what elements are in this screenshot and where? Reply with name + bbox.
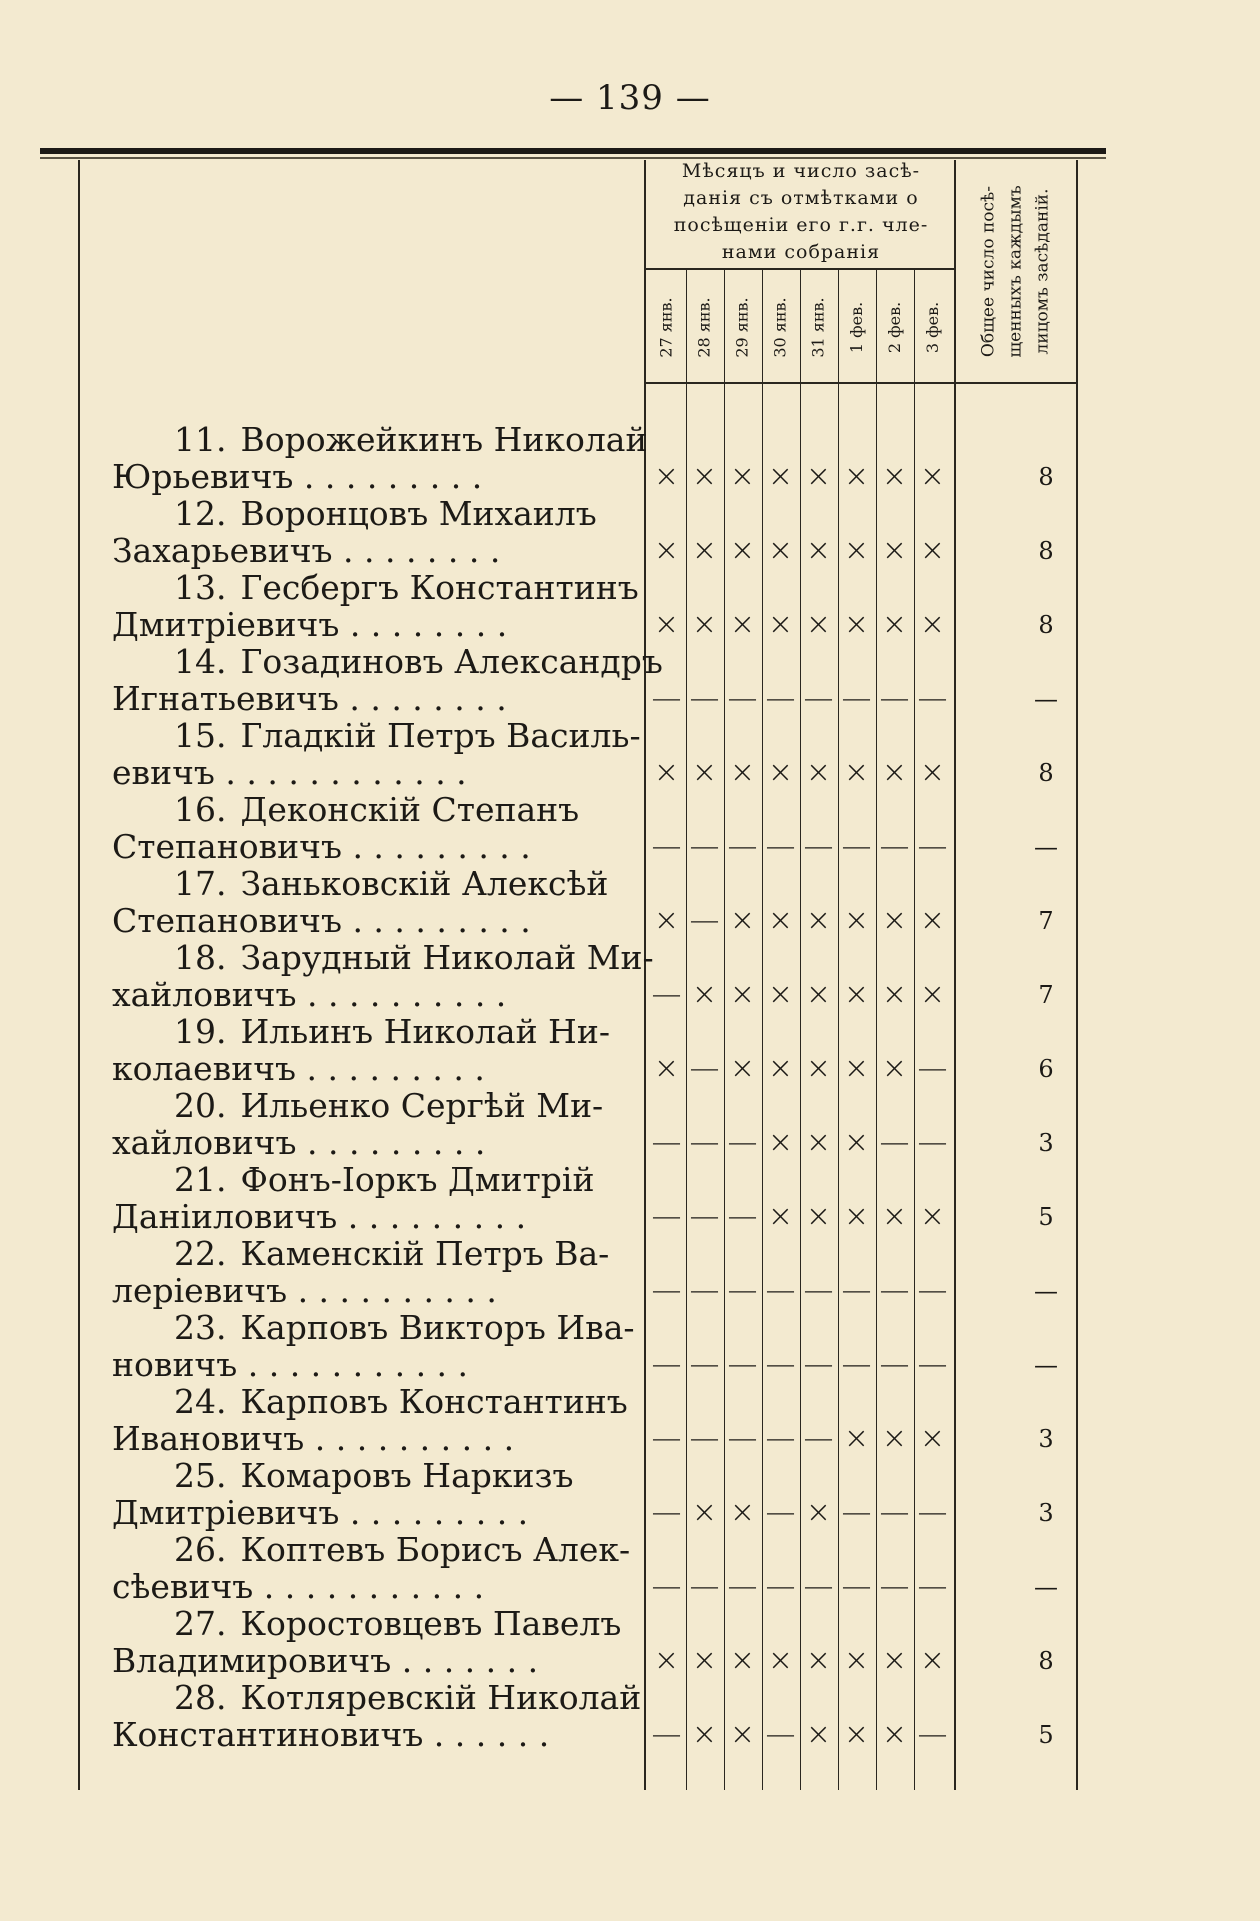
attendance-mark: × — [767, 977, 794, 1012]
attendance-mark: × — [919, 977, 946, 1012]
date-header — [800, 272, 837, 382]
attendance-mark: × — [843, 1125, 870, 1160]
attendance-mark: × — [881, 1421, 908, 1456]
entry-name-continuation: Дмитріевичъ . . . . . . . . — [112, 605, 508, 644]
attendance-mark: × — [729, 1643, 756, 1678]
attendance-mark: — — [727, 1569, 758, 1604]
attendance-mark: — — [841, 1347, 872, 1382]
entry-number: 27. — [174, 1604, 227, 1643]
attendance-mark: — — [803, 829, 834, 864]
attendance-mark: — — [689, 903, 720, 938]
attendance-mark: × — [653, 607, 680, 642]
entry-name: Фонъ-Іоркъ Дмитрій — [240, 1160, 595, 1199]
attendance-total: — — [1034, 685, 1058, 713]
date-header — [914, 272, 951, 382]
attendance-mark: — — [727, 1199, 758, 1234]
month-header-line: посѣщеніи его г.г. чле- — [673, 214, 929, 236]
attendance-mark: × — [729, 459, 756, 494]
attendance-mark: × — [691, 459, 718, 494]
attendance-mark: × — [767, 1643, 794, 1678]
entry-name: Коростовцевъ Павелъ — [240, 1604, 622, 1643]
attendance-mark: × — [881, 903, 908, 938]
attendance-mark: — — [879, 1347, 910, 1382]
attendance-mark: — — [689, 1125, 720, 1160]
attendance-mark: × — [729, 903, 756, 938]
attendance-mark: — — [651, 1717, 682, 1752]
attendance-mark: × — [881, 1643, 908, 1678]
attendance-mark: — — [841, 1569, 872, 1604]
date-header — [876, 272, 913, 382]
attendance-mark: — — [841, 681, 872, 716]
attendance-mark: × — [653, 1051, 680, 1086]
entry-number: 11. — [174, 420, 227, 459]
attendance-mark: × — [919, 903, 946, 938]
attendance-mark: × — [805, 977, 832, 1012]
attendance-total: 8 — [1038, 1647, 1054, 1675]
entry-name-continuation: хайловичъ . . . . . . . . . . — [112, 975, 507, 1014]
attendance-mark: × — [919, 755, 946, 790]
attendance-mark: — — [651, 1273, 682, 1308]
entry-number: 14. — [174, 642, 227, 681]
attendance-mark: — — [765, 1569, 796, 1604]
entry-number: 19. — [174, 1012, 227, 1051]
attendance-total: 8 — [1038, 463, 1054, 491]
attendance-mark: × — [881, 1199, 908, 1234]
attendance-mark: × — [843, 1199, 870, 1234]
entry-name-line — [112, 864, 624, 904]
entry-name: Зарудный Николай Ми- — [240, 938, 654, 977]
entry-name-line — [112, 568, 639, 608]
attendance-mark: — — [689, 1421, 720, 1456]
attendance-mark: — — [765, 1347, 796, 1382]
entry-name-line — [112, 938, 654, 978]
attendance-mark: — — [803, 1273, 834, 1308]
attendance-mark: × — [691, 1643, 718, 1678]
entry-number: 25. — [174, 1456, 227, 1495]
attendance-mark: × — [653, 903, 680, 938]
attendance-mark: × — [805, 1125, 832, 1160]
entry-name: Деконскій Степанъ — [240, 790, 580, 829]
entry-name-line — [112, 1530, 631, 1570]
attendance-mark: — — [727, 829, 758, 864]
attendance-mark: × — [653, 533, 680, 568]
date-header — [724, 272, 761, 382]
attendance-mark: — — [651, 1199, 682, 1234]
entry-name-continuation: Дмитріевичъ . . . . . . . . . — [112, 1493, 529, 1532]
attendance-mark: × — [805, 1495, 832, 1530]
attendance-mark: — — [765, 1717, 796, 1752]
attendance-mark: × — [691, 1495, 718, 1530]
attendance-mark: — — [841, 1495, 872, 1530]
attendance-mark: — — [917, 1717, 948, 1752]
attendance-mark: × — [881, 459, 908, 494]
date-header — [838, 272, 875, 382]
date-header — [762, 272, 799, 382]
attendance-mark: × — [843, 755, 870, 790]
attendance-mark: × — [805, 459, 832, 494]
entry-name-continuation: Степановичъ . . . . . . . . . — [112, 901, 531, 940]
attendance-mark: × — [729, 755, 756, 790]
attendance-mark: × — [767, 459, 794, 494]
attendance-mark: — — [917, 1569, 948, 1604]
attendance-mark: × — [729, 1051, 756, 1086]
left-border — [78, 160, 80, 1790]
attendance-total: 3 — [1038, 1425, 1054, 1453]
entry-name-continuation: евичъ . . . . . . . . . . . . — [112, 753, 467, 792]
attendance-mark: × — [881, 1051, 908, 1086]
date-header-label: 2 фев. — [885, 301, 905, 353]
date-column-separator — [724, 270, 725, 1790]
attendance-mark: — — [803, 1569, 834, 1604]
attendance-mark: — — [879, 1569, 910, 1604]
entry-name-line — [112, 1160, 624, 1200]
date-column-separator — [914, 270, 915, 1790]
attendance-mark: × — [691, 755, 718, 790]
attendance-mark: — — [765, 1495, 796, 1530]
attendance-mark: × — [767, 1051, 794, 1086]
date-column-separator — [686, 270, 687, 1790]
date-header-label: 1 фев. — [847, 301, 867, 353]
attendance-mark: × — [767, 1199, 794, 1234]
entry-name-continuation: Юрьевичъ . . . . . . . . . — [112, 457, 483, 496]
attendance-mark: — — [917, 1273, 948, 1308]
attendance-mark: × — [805, 1717, 832, 1752]
entry-name-line — [112, 1604, 624, 1644]
entry-number: 24. — [174, 1382, 227, 1421]
attendance-mark: — — [917, 1495, 948, 1530]
attendance-mark: — — [765, 829, 796, 864]
attendance-mark: — — [689, 1569, 720, 1604]
attendance-mark: × — [881, 533, 908, 568]
entry-name: Комаровъ Наркизъ — [240, 1456, 574, 1495]
attendance-mark: × — [843, 1643, 870, 1678]
attendance-mark: × — [729, 533, 756, 568]
attendance-total: 8 — [1038, 611, 1054, 639]
entry-name-line — [112, 790, 624, 830]
date-header-label: 28 янв. — [695, 296, 715, 358]
attendance-mark: × — [691, 1717, 718, 1752]
entry-number: 23. — [174, 1308, 227, 1347]
attendance-mark: — — [765, 1273, 796, 1308]
attendance-mark: — — [689, 1199, 720, 1234]
attendance-mark: — — [727, 1273, 758, 1308]
entry-number: 18. — [174, 938, 227, 977]
attendance-mark: × — [919, 1199, 946, 1234]
entry-number: 22. — [174, 1234, 227, 1273]
attendance-mark: — — [651, 1125, 682, 1160]
entry-name-continuation: новичъ . . . . . . . . . . . — [112, 1345, 469, 1384]
attendance-mark: — — [651, 681, 682, 716]
attendance-mark: × — [919, 459, 946, 494]
entry-name-continuation: колаевичъ . . . . . . . . . — [112, 1049, 485, 1088]
attendance-mark: — — [651, 977, 682, 1012]
attendance-total: — — [1034, 1277, 1058, 1305]
attendance-mark: × — [767, 903, 794, 938]
attendance-mark: — — [803, 1347, 834, 1382]
entry-name-continuation: Ивановичъ . . . . . . . . . . — [112, 1419, 515, 1458]
attendance-total: 3 — [1038, 1499, 1054, 1527]
entry-number: 15. — [174, 716, 227, 755]
attendance-mark: × — [729, 977, 756, 1012]
attendance-mark: × — [805, 1199, 832, 1234]
attendance-mark: × — [843, 533, 870, 568]
attendance-total: 7 — [1038, 907, 1054, 935]
attendance-mark: — — [917, 681, 948, 716]
entry-name: Заньковскій Алексѣй — [240, 864, 609, 903]
month-header-line: нами собранія — [721, 241, 881, 263]
entry-name-continuation: Игнатьевичъ . . . . . . . . — [112, 679, 507, 718]
entry-name-continuation: Константиновичъ . . . . . . — [112, 1715, 550, 1754]
attendance-mark: × — [691, 533, 718, 568]
attendance-mark: — — [879, 1125, 910, 1160]
total-header — [958, 160, 1074, 382]
month-header — [648, 158, 954, 266]
attendance-mark: × — [843, 607, 870, 642]
entry-name-line — [112, 1456, 624, 1496]
date-column-separator — [876, 270, 877, 1790]
entry-name: Ворожейкинъ Николай — [240, 420, 648, 459]
entry-name-continuation: Степановичъ . . . . . . . . . — [112, 827, 531, 866]
attendance-mark: × — [919, 607, 946, 642]
attendance-mark: × — [767, 607, 794, 642]
attendance-mark: × — [691, 607, 718, 642]
entry-name-line — [112, 642, 663, 682]
attendance-total: 5 — [1038, 1203, 1054, 1231]
attendance-total: 8 — [1038, 537, 1054, 565]
attendance-mark: × — [843, 903, 870, 938]
attendance-mark: × — [919, 1643, 946, 1678]
attendance-mark: × — [881, 1717, 908, 1752]
attendance-mark: — — [651, 829, 682, 864]
attendance-mark: — — [879, 681, 910, 716]
month-header-line: Мѣсяцъ и число засѣ- — [681, 160, 921, 182]
date-header-label: 3 фев. — [923, 301, 943, 353]
entry-number: 17. — [174, 864, 227, 903]
attendance-mark: — — [727, 1347, 758, 1382]
attendance-mark: × — [805, 533, 832, 568]
entry-number: 21. — [174, 1160, 227, 1199]
entry-name: Гозадиновъ Александръ — [240, 642, 663, 681]
dates-column-border — [954, 160, 956, 1790]
entry-number: 28. — [174, 1678, 227, 1717]
attendance-mark: × — [729, 1495, 756, 1530]
attendance-mark: — — [879, 1495, 910, 1530]
attendance-mark: × — [919, 1421, 946, 1456]
attendance-mark: × — [805, 1643, 832, 1678]
entry-name: Котляревскій Николай — [240, 1678, 642, 1717]
attendance-total: — — [1034, 1573, 1058, 1601]
attendance-mark: — — [917, 1347, 948, 1382]
date-column-separator — [762, 270, 763, 1790]
entry-name-continuation: Даніиловичъ . . . . . . . . . — [112, 1197, 527, 1236]
total-header-line: Общее число посѣ- — [978, 185, 999, 357]
entry-name: Гладкій Петръ Василь- — [240, 716, 641, 755]
date-header-label: 29 янв. — [733, 296, 753, 358]
entry-name-line — [112, 494, 624, 534]
entry-name: Каменскій Петръ Ва- — [240, 1234, 610, 1273]
total-header-line: лицомъ засѣданій. — [1032, 187, 1053, 355]
date-column-separator — [800, 270, 801, 1790]
date-header — [686, 272, 723, 382]
top-rule — [40, 148, 1106, 154]
entry-name: Карповъ Викторъ Ива- — [240, 1308, 635, 1347]
entry-name-continuation: леріевичъ . . . . . . . . . . — [112, 1271, 497, 1310]
date-header — [648, 272, 685, 382]
attendance-mark: × — [881, 607, 908, 642]
entry-name-continuation: сѣевичъ . . . . . . . . . . . — [112, 1567, 485, 1606]
attendance-mark: × — [729, 1717, 756, 1752]
attendance-mark: × — [729, 607, 756, 642]
entry-name-line — [112, 1234, 624, 1274]
attendance-mark: — — [879, 829, 910, 864]
entry-name-line — [112, 1678, 642, 1718]
attendance-mark: — — [917, 1051, 948, 1086]
attendance-mark: — — [689, 681, 720, 716]
attendance-mark: × — [653, 755, 680, 790]
entry-name: Гесбергъ Константинъ — [240, 568, 639, 607]
date-column-separator — [838, 270, 839, 1790]
attendance-mark: × — [919, 533, 946, 568]
entry-name-line — [112, 1086, 624, 1126]
entry-number: 20. — [174, 1086, 227, 1125]
attendance-mark: — — [803, 681, 834, 716]
attendance-mark: — — [917, 829, 948, 864]
attendance-mark: — — [727, 1421, 758, 1456]
attendance-total: 6 — [1038, 1055, 1054, 1083]
attendance-mark: × — [805, 903, 832, 938]
entry-name: Карповъ Константинъ — [240, 1382, 628, 1421]
attendance-mark: × — [881, 977, 908, 1012]
attendance-mark: — — [765, 1421, 796, 1456]
attendance-mark: — — [651, 1347, 682, 1382]
attendance-mark: × — [805, 607, 832, 642]
attendance-mark: — — [803, 1421, 834, 1456]
attendance-mark: — — [651, 1569, 682, 1604]
entry-name-continuation: хайловичъ . . . . . . . . . — [112, 1123, 486, 1162]
entry-number: 12. — [174, 494, 227, 533]
attendance-mark: × — [881, 755, 908, 790]
entry-name-line — [112, 1012, 624, 1052]
attendance-mark: × — [691, 977, 718, 1012]
attendance-mark: × — [805, 755, 832, 790]
attendance-mark: × — [843, 1051, 870, 1086]
attendance-mark: — — [689, 829, 720, 864]
entry-name: Ильинъ Николай Ни- — [240, 1012, 610, 1051]
right-border — [1076, 160, 1078, 1790]
entry-number: 13. — [174, 568, 227, 607]
entry-name: Ильенко Сергѣй Ми- — [240, 1086, 604, 1125]
entry-name: Воронцовъ Михаилъ — [240, 494, 597, 533]
attendance-mark: — — [651, 1421, 682, 1456]
attendance-mark: — — [879, 1273, 910, 1308]
attendance-total: 7 — [1038, 981, 1054, 1009]
attendance-mark: — — [689, 1347, 720, 1382]
attendance-total: 3 — [1038, 1129, 1054, 1157]
attendance-mark: — — [917, 1125, 948, 1160]
month-header-line: данія съ отмѣтками о — [683, 187, 919, 209]
attendance-mark: × — [653, 459, 680, 494]
entry-name-line — [112, 1382, 628, 1422]
date-header-label: 30 янв. — [771, 296, 791, 358]
attendance-mark: — — [727, 681, 758, 716]
header-bottom-rule — [646, 382, 1076, 384]
attendance-mark: — — [727, 1125, 758, 1160]
attendance-mark: — — [841, 1273, 872, 1308]
attendance-mark: × — [843, 459, 870, 494]
entry-name-continuation: Захарьевичъ . . . . . . . . — [112, 531, 501, 570]
page-number: — 139 — — [549, 78, 711, 118]
entry-name-line — [112, 1308, 635, 1348]
attendance-mark: × — [805, 1051, 832, 1086]
attendance-total: — — [1034, 833, 1058, 861]
entry-name-continuation: Владимировичъ . . . . . . . — [112, 1641, 539, 1680]
attendance-mark: — — [689, 1051, 720, 1086]
entry-number: 16. — [174, 790, 227, 829]
attendance-mark: × — [767, 755, 794, 790]
attendance-mark: — — [765, 681, 796, 716]
attendance-mark: — — [841, 829, 872, 864]
attendance-mark: — — [651, 1495, 682, 1530]
attendance-mark: × — [653, 1643, 680, 1678]
attendance-total: 5 — [1038, 1721, 1054, 1749]
attendance-mark: × — [843, 1717, 870, 1752]
total-header-line: щенныхъ каждымъ — [1005, 184, 1026, 358]
attendance-mark: × — [843, 1421, 870, 1456]
attendance-mark: × — [767, 1125, 794, 1160]
attendance-mark: — — [689, 1273, 720, 1308]
date-header-label: 31 янв. — [809, 296, 829, 358]
entry-name-line — [112, 420, 648, 460]
attendance-mark: × — [843, 977, 870, 1012]
attendance-mark: × — [767, 533, 794, 568]
entry-name-line — [112, 716, 641, 756]
attendance-total: — — [1034, 1351, 1058, 1379]
attendance-total: 8 — [1038, 759, 1054, 787]
entry-name: Коптевъ Борисъ Алек- — [240, 1530, 631, 1569]
date-header-label: 27 янв. — [657, 296, 677, 358]
entry-number: 26. — [174, 1530, 227, 1569]
